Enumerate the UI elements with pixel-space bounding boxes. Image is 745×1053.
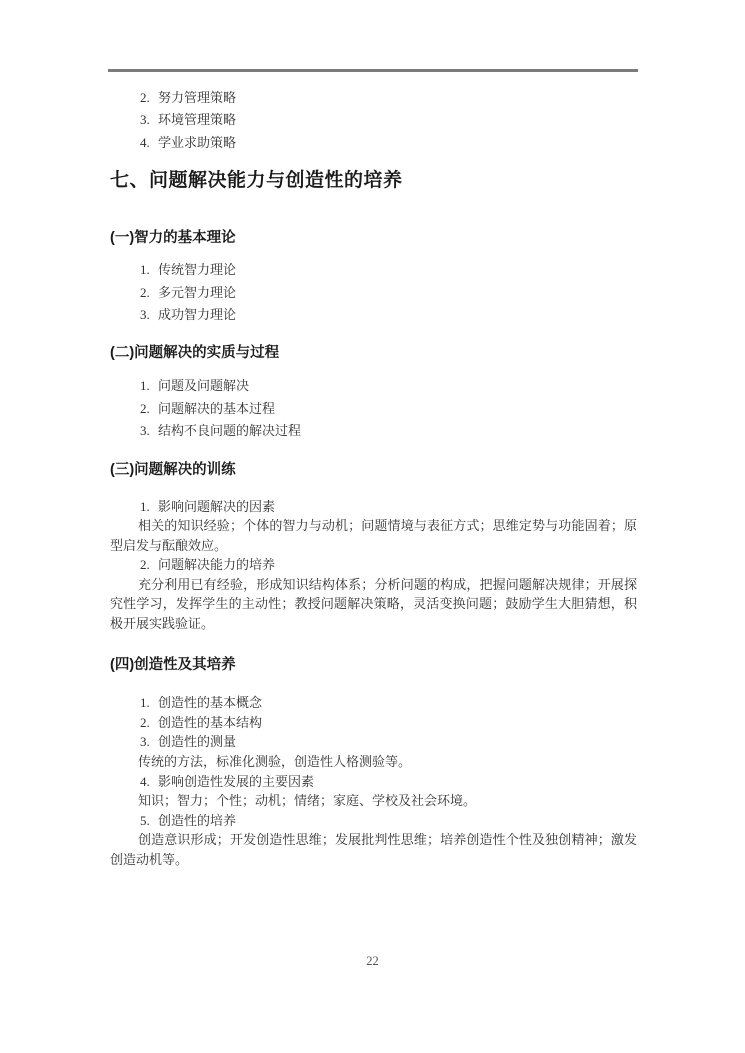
item-text: 努力管理策略 — [158, 90, 237, 105]
item-text: 创造性的测量 — [158, 734, 237, 750]
item-number: 3. — [140, 307, 150, 323]
chapter-title: 七、问题解决能力与创造性的培养 — [110, 170, 403, 192]
list-item — [110, 420, 637, 442]
section-title: (四)创造性及其培养 — [110, 656, 236, 673]
list-item — [110, 132, 637, 154]
item-text: 影响创造性发展的主要因素 — [158, 773, 315, 789]
section-title: (三)问题解决的训练 — [110, 461, 236, 478]
section-body — [110, 693, 637, 869]
item-text: 创造性的基本概念 — [158, 695, 263, 711]
section-body — [110, 375, 637, 442]
item-number: 1. — [140, 378, 150, 394]
item-text: 成功智力理论 — [158, 307, 237, 323]
section-body — [110, 259, 637, 326]
item-text: 环境管理策略 — [158, 112, 237, 128]
paragraph: 创造意识形成；开发创造性思维；发展批判性思维；培养创造性个性及独创精神；激发创造动机等。 — [110, 832, 637, 867]
section-body — [110, 497, 637, 634]
page-number: 22 — [366, 954, 379, 968]
list-item — [110, 375, 637, 397]
item-number: 4. — [140, 134, 150, 150]
item-text: 学业求助策略 — [158, 134, 237, 150]
item-number: 5. — [140, 812, 150, 828]
section-title: (一)智力的基本理论 — [110, 230, 236, 247]
paragraph: 充分利用已有经验，形成知识结构体系；分析问题的构成，把握问题解决规律；开展探究性学习，发挥学生的主动性；教授问题解决策略，灵活变换问题；鼓励学生大胆猜想，积极开展实践验证。 — [110, 576, 637, 631]
list-item — [110, 693, 637, 713]
item-number: 1. — [140, 498, 150, 514]
item-text: 创造性的基本结构 — [158, 714, 263, 730]
item-number: 2. — [140, 714, 150, 730]
list-item — [110, 497, 637, 517]
item-number: 2. — [140, 284, 150, 300]
header-rule — [108, 69, 638, 72]
item-text: 创造性的培养 — [158, 812, 237, 828]
section-intelligence-theories — [110, 228, 637, 326]
paragraph: 知识；智力；个性；动机；情绪；家庭、学校及社会环境。 — [138, 793, 477, 809]
item-number: 2. — [140, 400, 150, 416]
item-number: 2. — [140, 557, 150, 573]
list-item — [110, 398, 637, 420]
item-number: 3. — [140, 734, 150, 750]
list-item — [110, 732, 637, 752]
list-item — [110, 304, 637, 326]
item-number: 3. — [140, 423, 150, 439]
list-item — [110, 282, 637, 304]
item-text: 多元智力理论 — [158, 284, 237, 300]
paragraph: 相关的知识经验；个体的智力与动机；问题情境与表征方式；思维定势与功能固着；原型启发与酝酿效应。 — [110, 518, 637, 553]
item-text: 问题解决的基本过程 — [158, 400, 276, 416]
section-problem-solving-nature — [110, 343, 637, 442]
item-number: 1. — [140, 262, 150, 278]
section-problem-solving-training — [110, 460, 637, 634]
list-item — [110, 555, 637, 575]
item-number: 3. — [140, 112, 150, 128]
list-item — [110, 259, 637, 281]
item-text: 结构不良问题的解决过程 — [158, 423, 302, 439]
section-creativity-cultivation — [110, 655, 637, 870]
item-number: 2. — [140, 90, 150, 105]
list-item — [110, 713, 637, 733]
section-title: (二)问题解决的实质与过程 — [110, 345, 280, 362]
item-number: 4. — [140, 773, 150, 789]
item-text: 影响问题解决的因素 — [158, 498, 276, 514]
list-item — [110, 811, 637, 831]
list-item — [110, 87, 637, 109]
intro-list — [110, 87, 637, 154]
item-text: 问题解决能力的培养 — [158, 557, 276, 573]
item-text: 问题及问题解决 — [158, 378, 250, 394]
paragraph: 传统的方法，标准化测验，创造性人格测验等。 — [138, 753, 412, 769]
list-item — [110, 109, 637, 131]
item-text: 传统智力理论 — [158, 262, 237, 278]
list-item — [110, 772, 637, 792]
item-number: 1. — [140, 695, 150, 711]
